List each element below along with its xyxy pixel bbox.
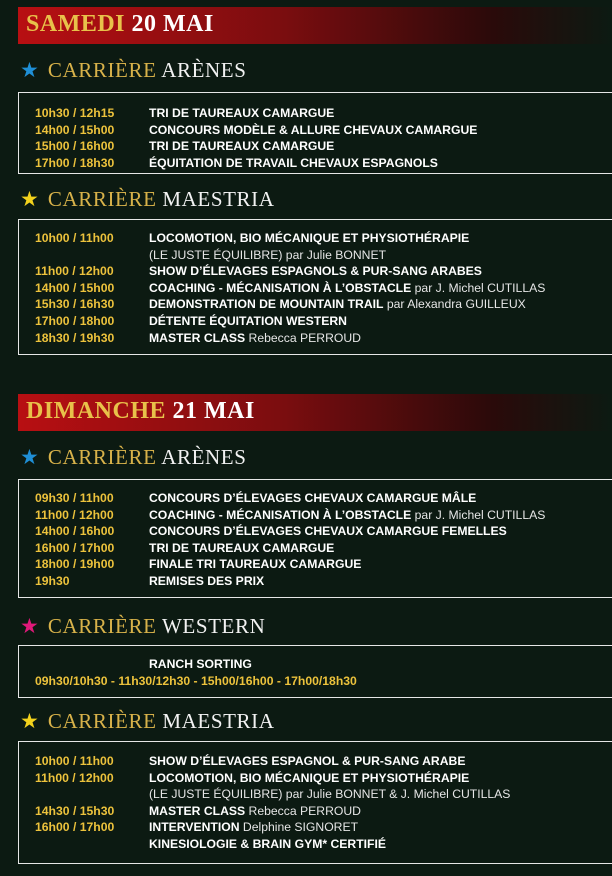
section-name: MAESTRIA [162, 187, 275, 211]
day-banner-dimanche [18, 394, 612, 431]
activity-line [149, 836, 386, 852]
activity-title: TRI DE TAUREAUX CAMARGUE [149, 139, 335, 154]
section-title-maestria [20, 187, 275, 211]
activity-line [149, 753, 465, 769]
activity-title: DEMONSTRATION DE MOUNTAIN TRAIL [149, 297, 384, 312]
activity-title: INTERVENTION [149, 820, 240, 835]
section-prefix: CARRIÈRE [47, 187, 157, 211]
time-slot: 11h00 / 12h00 [35, 264, 114, 279]
activity-line [149, 122, 477, 138]
activity-title: FINALE TRI TAUREAUX CAMARGUE [149, 557, 362, 572]
activity-line [149, 540, 334, 556]
activity-title: REMISES DES PRIX [149, 574, 265, 588]
activity-presenter: par J. Michel CUTILLAS [411, 507, 546, 522]
blue-star-icon: ★ [20, 445, 40, 469]
time-slot: 14h00 / 15h00 [35, 122, 115, 137]
day-title [26, 11, 214, 38]
section-name: WESTERN [162, 614, 266, 638]
activity-line [149, 490, 476, 506]
activity-presenter: (LE JUSTE ÉQUILIBRE) par Julie BONNET [149, 247, 387, 262]
activity-line [149, 819, 358, 835]
activity-presenter: par Alexandra GUILLEUX [383, 297, 526, 312]
schedule-box [18, 219, 612, 355]
activity-line [149, 247, 386, 263]
section-name: ARÈNES [161, 445, 247, 469]
time-slots: 09h30/10h30 - 11h30/12h30 - 15h00/16h00 - 17h00/18h30 [35, 674, 357, 688]
activity-title: MASTER CLASS [149, 330, 246, 345]
activity-title: CONCOURS D’ÉLEVAGES CHEVAUX CAMARGUE FEMELLES [149, 524, 507, 539]
time-slot: 18h30 / 19h30 [35, 330, 115, 345]
activity-presenter: (LE JUSTE ÉQUILIBRE) par Julie BONNET & J. Michel CUTILLAS [149, 787, 511, 802]
time-slot: 11h00 / 12h00 [35, 507, 114, 522]
blue-star-icon: ★ [20, 58, 40, 82]
activity-title: LOCOMOTION, BIO MÉCANIQUE ET PHYSIOTHÉRAPIE [149, 231, 470, 245]
activity-line [149, 507, 545, 523]
activity-title: SHOW D’ÉLEVAGES ESPAGNOLS & PUR-SANG ARABES [149, 264, 482, 279]
section-title-maestria [20, 709, 275, 733]
time-slot: 15h30 / 16h30 [35, 297, 115, 312]
schedule-box [18, 479, 612, 598]
yellow-star-icon: ★ [20, 187, 40, 211]
activity-line [149, 313, 347, 329]
time-slot: 10h30 / 12h15 [35, 106, 115, 120]
yellow-star-icon: ★ [20, 709, 40, 733]
day-date: 21 MAI [172, 398, 255, 424]
section-prefix: CARRIÈRE [47, 614, 157, 638]
time-slot: 15h00 / 16h00 [35, 139, 115, 154]
time-slot: 19h30 [35, 574, 70, 588]
day-name: DIMANCHE [26, 398, 166, 424]
activity-title: TRI DE TAUREAUX CAMARGUE [149, 540, 335, 555]
activity-line [149, 786, 510, 802]
schedule-box [18, 741, 612, 864]
activity-line [149, 803, 361, 819]
activity-title: COACHING - MÉCANISATION À L’OBSTACLE [149, 507, 412, 522]
time-slot: 16h00 / 17h00 [35, 540, 115, 555]
section-name: MAESTRIA [162, 709, 275, 733]
activity-title: CONCOURS MODÈLE & ALLURE CHEVAUX CAMARGUE [149, 122, 478, 137]
activity-title: DÉTENTE ÉQUITATION WESTERN [149, 314, 347, 328]
schedule-box [18, 92, 612, 174]
time-slot: 14h30 / 15h30 [35, 803, 115, 818]
activity-line [149, 230, 469, 246]
time-slot: 09h30 / 11h00 [35, 491, 114, 505]
time-slot: 14h00 / 16h00 [35, 524, 115, 539]
activity-line [149, 280, 545, 296]
time-slot: 14h00 / 15h00 [35, 280, 115, 295]
activity-line [149, 770, 469, 786]
schedule-box [18, 645, 612, 698]
section-title-western [20, 614, 265, 638]
activity-presenter: par J. Michel CUTILLAS [411, 280, 546, 295]
activity-presenter: Rebecca PERROUD [245, 330, 361, 345]
activity-line [149, 330, 361, 346]
time-slot: 11h00 / 12h00 [35, 770, 114, 785]
activity-title: RANCH SORTING [149, 657, 252, 671]
time-slot: 16h00 / 17h00 [35, 820, 115, 835]
activity-title: COACHING - MÉCANISATION À L’OBSTACLE [149, 280, 412, 295]
activity-line [149, 523, 507, 539]
activity-line [149, 296, 526, 312]
activity-title: LOCOMOTION, BIO MÉCANIQUE ET PHYSIOTHÉRAPIE [149, 770, 470, 785]
time-slot: 10h00 / 11h00 [35, 754, 114, 768]
activity-line [149, 105, 334, 121]
activity-line [149, 155, 438, 171]
section-prefix: CARRIÈRE [47, 58, 157, 82]
day-name: SAMEDI [26, 11, 126, 37]
activity-title: SHOW D’ÉLEVAGES ESPAGNOL & PUR-SANG ARABE [149, 754, 466, 768]
time-slot: 17h00 / 18h00 [35, 314, 115, 328]
section-prefix: CARRIÈRE [47, 709, 157, 733]
section-title-arenes [20, 58, 247, 82]
time-slot: 18h00 / 19h00 [35, 557, 115, 572]
day-banner-samedi [18, 7, 612, 44]
time-slot: 10h00 / 11h00 [35, 231, 114, 245]
section-prefix: CARRIÈRE [47, 445, 157, 469]
activity-line [149, 573, 264, 589]
activity-presenter: Rebecca PERROUD [245, 803, 361, 818]
activity-title: ÉQUITATION DE TRAVAIL CHEVAUX ESPAGNOLS [149, 155, 438, 170]
pink-star-icon: ★ [20, 614, 40, 638]
activity-line [149, 263, 482, 279]
day-title [26, 398, 255, 425]
section-title-arenes [20, 445, 247, 469]
section-name: ARÈNES [161, 58, 247, 82]
day-date: 20 MAI [131, 11, 214, 37]
activity-title: MASTER CLASS [149, 803, 246, 818]
activity-presenter: Delphine SIGNORET [239, 820, 359, 835]
activity-title: KINESIOLOGIE & BRAIN GYM* CERTIFIÉ [149, 837, 386, 851]
time-slot: 17h00 / 18h30 [35, 155, 115, 170]
activity-title: TRI DE TAUREAUX CAMARGUE [149, 106, 335, 120]
activity-line [149, 556, 361, 572]
activity-line [149, 138, 334, 154]
activity-title: CONCOURS D’ÉLEVAGES CHEVAUX CAMARGUE MÂLE [149, 491, 477, 505]
